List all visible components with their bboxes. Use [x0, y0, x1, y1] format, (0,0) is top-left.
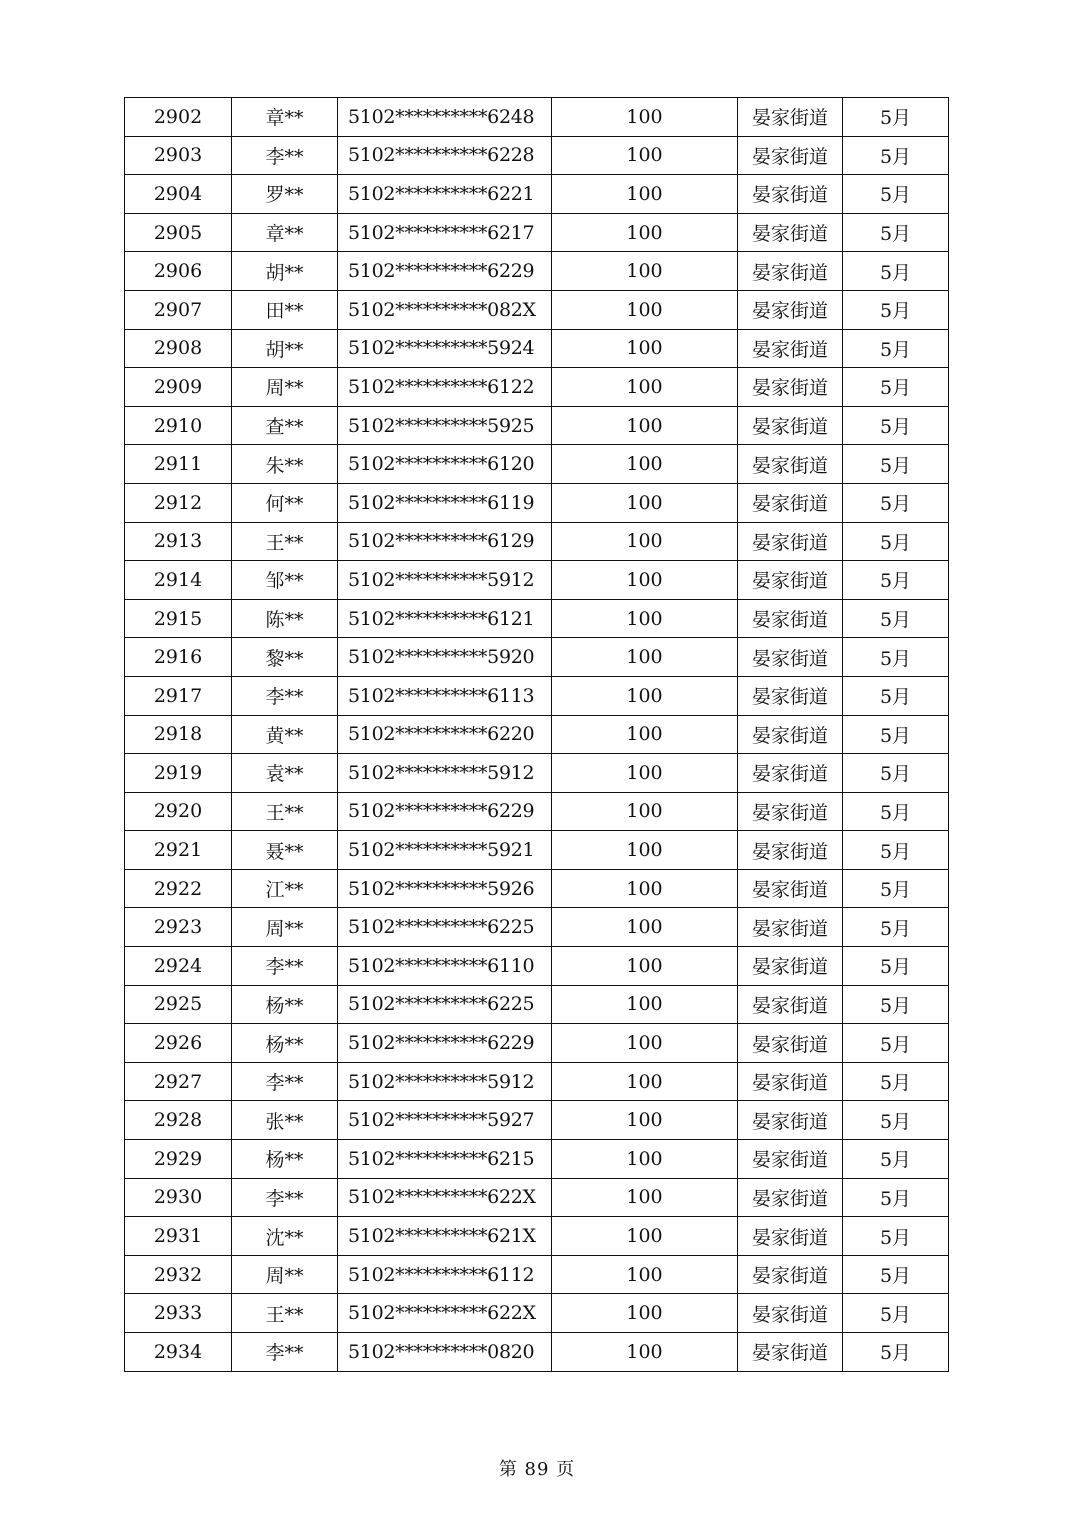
row-number-cell: 2905	[125, 213, 232, 252]
street-cell: 晏家街道	[738, 1178, 843, 1217]
table-row	[125, 136, 949, 175]
row-number-cell: 2909	[125, 368, 232, 407]
name-cell: 陈**	[232, 599, 338, 638]
name-cell: 章**	[232, 98, 338, 137]
month-cell: 5月	[843, 561, 949, 600]
month-cell: 5月	[843, 1178, 949, 1217]
street-cell: 晏家街道	[738, 754, 843, 793]
table-row	[125, 522, 949, 561]
name-cell: 王**	[232, 522, 338, 561]
month-cell: 5月	[843, 908, 949, 947]
name-cell: 李**	[232, 1062, 338, 1101]
name-cell: 黎**	[232, 638, 338, 677]
row-number-cell: 2915	[125, 599, 232, 638]
id-number-cell: 5102**********6120	[338, 445, 552, 484]
street-cell: 晏家街道	[738, 1024, 843, 1063]
month-cell: 5月	[843, 1024, 949, 1063]
row-number-cell: 2925	[125, 985, 232, 1024]
street-cell: 晏家街道	[738, 406, 843, 445]
name-cell: 邹**	[232, 561, 338, 600]
id-number-cell: 5102**********6221	[338, 175, 552, 214]
id-number-cell: 5102**********6122	[338, 368, 552, 407]
name-cell: 沈**	[232, 1217, 338, 1256]
table-row	[125, 329, 949, 368]
amount-cell: 100	[552, 869, 738, 908]
street-cell: 晏家街道	[738, 213, 843, 252]
table-row	[125, 1217, 949, 1256]
table-row	[125, 754, 949, 793]
row-number-cell: 2927	[125, 1062, 232, 1101]
id-number-cell: 5102**********0820	[338, 1333, 552, 1372]
name-cell: 田**	[232, 290, 338, 329]
name-cell: 李**	[232, 947, 338, 986]
id-number-cell: 5102**********621X	[338, 1217, 552, 1256]
row-number-cell: 2926	[125, 1024, 232, 1063]
row-number-cell: 2920	[125, 792, 232, 831]
street-cell: 晏家街道	[738, 329, 843, 368]
street-cell: 晏家街道	[738, 98, 843, 137]
street-cell: 晏家街道	[738, 676, 843, 715]
table-row	[125, 792, 949, 831]
table-row	[125, 947, 949, 986]
table-row	[125, 1333, 949, 1372]
name-cell: 周**	[232, 908, 338, 947]
table-row	[125, 252, 949, 291]
name-cell: 朱**	[232, 445, 338, 484]
table-row	[125, 715, 949, 754]
id-number-cell: 5102**********6110	[338, 947, 552, 986]
month-cell: 5月	[843, 1333, 949, 1372]
street-cell: 晏家街道	[738, 1140, 843, 1179]
id-number-cell: 5102**********6220	[338, 715, 552, 754]
row-number-cell: 2910	[125, 406, 232, 445]
id-number-cell: 5102**********6217	[338, 213, 552, 252]
street-cell: 晏家街道	[738, 831, 843, 870]
row-number-cell: 2907	[125, 290, 232, 329]
id-number-cell: 5102**********5925	[338, 406, 552, 445]
table-row	[125, 175, 949, 214]
street-cell: 晏家街道	[738, 715, 843, 754]
row-number-cell: 2904	[125, 175, 232, 214]
id-number-cell: 5102**********6229	[338, 792, 552, 831]
table-row	[125, 1255, 949, 1294]
id-number-cell: 5102**********5926	[338, 869, 552, 908]
table-row	[125, 1024, 949, 1063]
table-row	[125, 445, 949, 484]
table-row	[125, 869, 949, 908]
amount-cell: 100	[552, 1024, 738, 1063]
id-number-cell: 5102**********622X	[338, 1294, 552, 1333]
month-cell: 5月	[843, 985, 949, 1024]
table-row	[125, 98, 949, 137]
table-row	[125, 406, 949, 445]
id-number-cell: 5102**********622X	[338, 1178, 552, 1217]
table-row	[125, 483, 949, 522]
month-cell: 5月	[843, 676, 949, 715]
id-number-cell: 5102**********6225	[338, 908, 552, 947]
amount-cell: 100	[552, 213, 738, 252]
table-row	[125, 1062, 949, 1101]
month-cell: 5月	[843, 1062, 949, 1101]
month-cell: 5月	[843, 947, 949, 986]
amount-cell: 100	[552, 1255, 738, 1294]
street-cell: 晏家街道	[738, 1062, 843, 1101]
month-cell: 5月	[843, 754, 949, 793]
id-number-cell: 5102**********6228	[338, 136, 552, 175]
street-cell: 晏家街道	[738, 869, 843, 908]
amount-cell: 100	[552, 1333, 738, 1372]
month-cell: 5月	[843, 136, 949, 175]
month-cell: 5月	[843, 792, 949, 831]
table-row	[125, 1140, 949, 1179]
name-cell: 章**	[232, 213, 338, 252]
month-cell: 5月	[843, 368, 949, 407]
page-number: 第 89 页	[498, 1459, 576, 1480]
table-row	[125, 561, 949, 600]
amount-cell: 100	[552, 792, 738, 831]
street-cell: 晏家街道	[738, 252, 843, 291]
amount-cell: 100	[552, 985, 738, 1024]
name-cell: 杨**	[232, 1140, 338, 1179]
amount-cell: 100	[552, 329, 738, 368]
row-number-cell: 2912	[125, 483, 232, 522]
name-cell: 胡**	[232, 252, 338, 291]
street-cell: 晏家街道	[738, 1333, 843, 1372]
row-number-cell: 2928	[125, 1101, 232, 1140]
amount-cell: 100	[552, 406, 738, 445]
table-row	[125, 599, 949, 638]
amount-cell: 100	[552, 908, 738, 947]
name-cell: 袁**	[232, 754, 338, 793]
amount-cell: 100	[552, 754, 738, 793]
row-number-cell: 2930	[125, 1178, 232, 1217]
amount-cell: 100	[552, 445, 738, 484]
month-cell: 5月	[843, 1101, 949, 1140]
id-number-cell: 5102**********6229	[338, 1024, 552, 1063]
records-body	[125, 98, 949, 1372]
month-cell: 5月	[843, 445, 949, 484]
name-cell: 李**	[232, 136, 338, 175]
month-cell: 5月	[843, 715, 949, 754]
month-cell: 5月	[843, 252, 949, 291]
street-cell: 晏家街道	[738, 908, 843, 947]
month-cell: 5月	[843, 406, 949, 445]
name-cell: 周**	[232, 368, 338, 407]
month-cell: 5月	[843, 1217, 949, 1256]
name-cell: 胡**	[232, 329, 338, 368]
id-number-cell: 5102**********5912	[338, 561, 552, 600]
table-row	[125, 1178, 949, 1217]
month-cell: 5月	[843, 522, 949, 561]
street-cell: 晏家街道	[738, 483, 843, 522]
name-cell: 罗**	[232, 175, 338, 214]
table-row	[125, 368, 949, 407]
id-number-cell: 5102**********6113	[338, 676, 552, 715]
street-cell: 晏家街道	[738, 985, 843, 1024]
amount-cell: 100	[552, 1217, 738, 1256]
amount-cell: 100	[552, 599, 738, 638]
month-cell: 5月	[843, 483, 949, 522]
street-cell: 晏家街道	[738, 445, 843, 484]
amount-cell: 100	[552, 1178, 738, 1217]
amount-cell: 100	[552, 290, 738, 329]
row-number-cell: 2917	[125, 676, 232, 715]
amount-cell: 100	[552, 715, 738, 754]
street-cell: 晏家街道	[738, 1294, 843, 1333]
street-cell: 晏家街道	[738, 1217, 843, 1256]
name-cell: 王**	[232, 792, 338, 831]
id-number-cell: 5102**********6112	[338, 1255, 552, 1294]
name-cell: 黄**	[232, 715, 338, 754]
street-cell: 晏家街道	[738, 290, 843, 329]
row-number-cell: 2919	[125, 754, 232, 793]
amount-cell: 100	[552, 368, 738, 407]
amount-cell: 100	[552, 561, 738, 600]
name-cell: 李**	[232, 676, 338, 715]
row-number-cell: 2911	[125, 445, 232, 484]
id-number-cell: 5102**********6229	[338, 252, 552, 291]
row-number-cell: 2902	[125, 98, 232, 137]
month-cell: 5月	[843, 869, 949, 908]
street-cell: 晏家街道	[738, 175, 843, 214]
street-cell: 晏家街道	[738, 947, 843, 986]
amount-cell: 100	[552, 483, 738, 522]
table-row	[125, 908, 949, 947]
amount-cell: 100	[552, 136, 738, 175]
row-number-cell: 2906	[125, 252, 232, 291]
month-cell: 5月	[843, 638, 949, 677]
row-number-cell: 2918	[125, 715, 232, 754]
id-number-cell: 5102**********5921	[338, 831, 552, 870]
table-row	[125, 290, 949, 329]
table-row	[125, 676, 949, 715]
id-number-cell: 5102**********6129	[338, 522, 552, 561]
month-cell: 5月	[843, 175, 949, 214]
month-cell: 5月	[843, 290, 949, 329]
month-cell: 5月	[843, 213, 949, 252]
amount-cell: 100	[552, 638, 738, 677]
row-number-cell: 2903	[125, 136, 232, 175]
street-cell: 晏家街道	[738, 792, 843, 831]
name-cell: 杨**	[232, 1024, 338, 1063]
amount-cell: 100	[552, 1140, 738, 1179]
table-row	[125, 638, 949, 677]
street-cell: 晏家街道	[738, 1255, 843, 1294]
name-cell: 杨**	[232, 985, 338, 1024]
name-cell: 何**	[232, 483, 338, 522]
table-row	[125, 1101, 949, 1140]
month-cell: 5月	[843, 599, 949, 638]
street-cell: 晏家街道	[738, 561, 843, 600]
street-cell: 晏家街道	[738, 136, 843, 175]
row-number-cell: 2933	[125, 1294, 232, 1333]
month-cell: 5月	[843, 1255, 949, 1294]
row-number-cell: 2929	[125, 1140, 232, 1179]
amount-cell: 100	[552, 1294, 738, 1333]
name-cell: 聂**	[232, 831, 338, 870]
table-row	[125, 985, 949, 1024]
name-cell: 周**	[232, 1255, 338, 1294]
amount-cell: 100	[552, 676, 738, 715]
id-number-cell: 5102**********5927	[338, 1101, 552, 1140]
street-cell: 晏家街道	[738, 599, 843, 638]
name-cell: 江**	[232, 869, 338, 908]
month-cell: 5月	[843, 1140, 949, 1179]
table-row	[125, 1294, 949, 1333]
row-number-cell: 2932	[125, 1255, 232, 1294]
row-number-cell: 2924	[125, 947, 232, 986]
id-number-cell: 5102**********5920	[338, 638, 552, 677]
name-cell: 李**	[232, 1178, 338, 1217]
id-number-cell: 5102**********5912	[338, 1062, 552, 1101]
id-number-cell: 5102**********6248	[338, 98, 552, 137]
id-number-cell: 5102**********6119	[338, 483, 552, 522]
row-number-cell: 2914	[125, 561, 232, 600]
name-cell: 张**	[232, 1101, 338, 1140]
row-number-cell: 2908	[125, 329, 232, 368]
amount-cell: 100	[552, 1062, 738, 1101]
row-number-cell: 2934	[125, 1333, 232, 1372]
name-cell: 李**	[232, 1333, 338, 1372]
amount-cell: 100	[552, 831, 738, 870]
id-number-cell: 5102**********6225	[338, 985, 552, 1024]
month-cell: 5月	[843, 98, 949, 137]
row-number-cell: 2921	[125, 831, 232, 870]
id-number-cell: 5102**********5924	[338, 329, 552, 368]
table-row	[125, 831, 949, 870]
id-number-cell: 5102**********5912	[338, 754, 552, 793]
month-cell: 5月	[843, 831, 949, 870]
name-cell: 查**	[232, 406, 338, 445]
amount-cell: 100	[552, 522, 738, 561]
street-cell: 晏家街道	[738, 522, 843, 561]
amount-cell: 100	[552, 947, 738, 986]
street-cell: 晏家街道	[738, 1101, 843, 1140]
amount-cell: 100	[552, 1101, 738, 1140]
id-number-cell: 5102**********082X	[338, 290, 552, 329]
amount-cell: 100	[552, 98, 738, 137]
row-number-cell: 2923	[125, 908, 232, 947]
amount-cell: 100	[552, 175, 738, 214]
street-cell: 晏家街道	[738, 638, 843, 677]
amount-cell: 100	[552, 252, 738, 291]
row-number-cell: 2922	[125, 869, 232, 908]
month-cell: 5月	[843, 1294, 949, 1333]
id-number-cell: 5102**********6215	[338, 1140, 552, 1179]
row-number-cell: 2913	[125, 522, 232, 561]
id-number-cell: 5102**********6121	[338, 599, 552, 638]
records-table	[124, 97, 949, 1372]
name-cell: 王**	[232, 1294, 338, 1333]
table-row	[125, 213, 949, 252]
row-number-cell: 2931	[125, 1217, 232, 1256]
street-cell: 晏家街道	[738, 368, 843, 407]
row-number-cell: 2916	[125, 638, 232, 677]
month-cell: 5月	[843, 329, 949, 368]
